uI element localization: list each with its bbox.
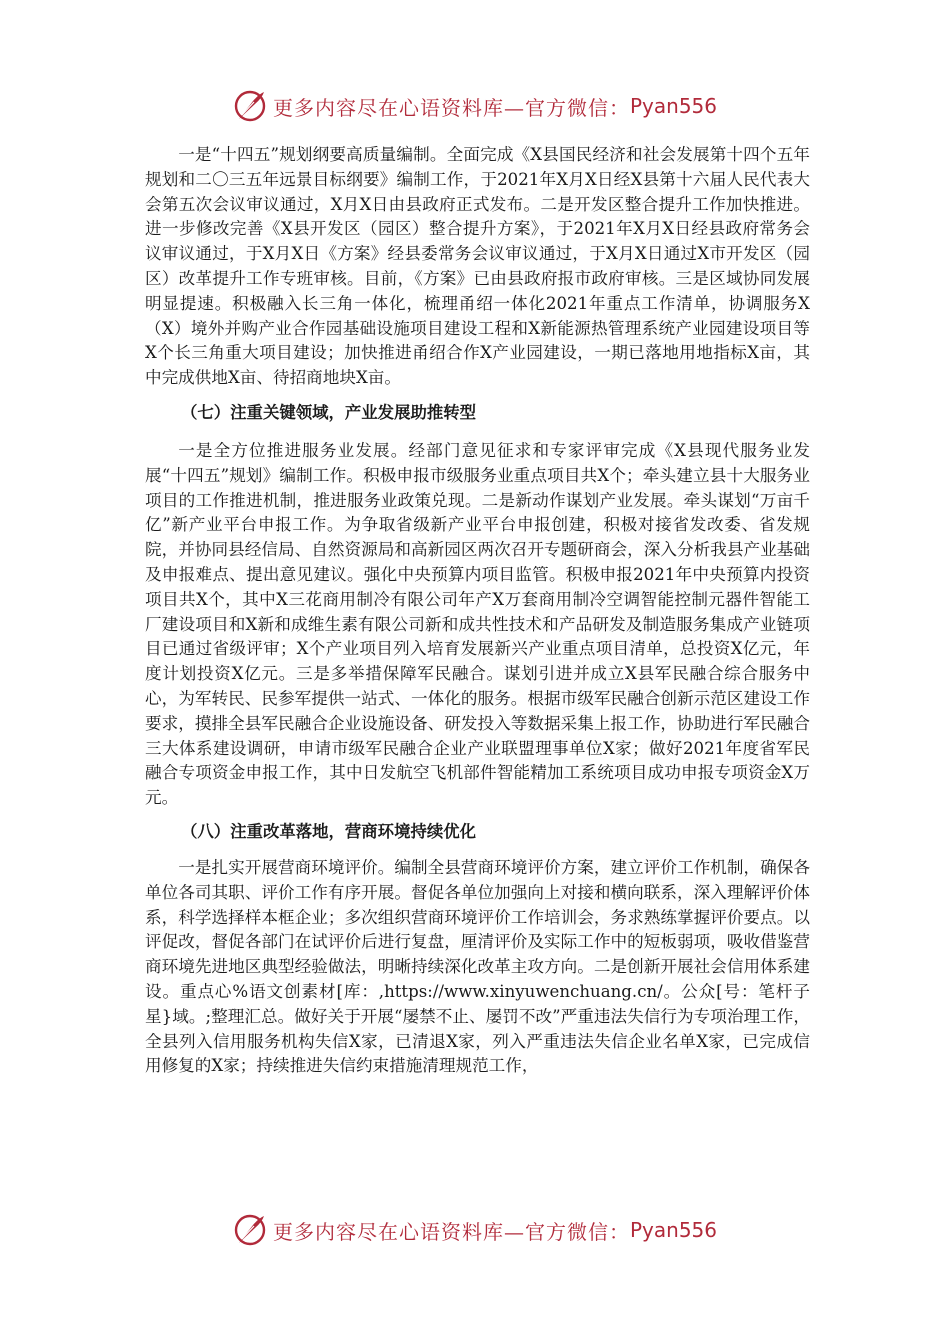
footer-banner — [0, 1210, 950, 1250]
section-heading-7: （七）注重关键领域，产业发展助推转型 — [181, 402, 477, 422]
document-body — [145, 143, 810, 1079]
banner-wechat-handle: Pyan556 — [629, 1218, 717, 1242]
header-banner — [0, 86, 950, 126]
quill-pen-logo-icon — [233, 89, 267, 123]
banner-brand-text: 更多内容尽在心语资料库—官方微信： — [272, 95, 630, 120]
paragraph-planning: 一是“十四五”规划纲要高质量编制。全面完成《X县国民经济和社会发展第十四个五年规划和二〇三五年远景目标纲要》编制工作，于2021年X月X日经X县第十六届人民代表大会第五次会议审议通过，X月X日由县政府正式发布。二是开发区整合提升工作加快推进。进一步修改完善《X县开发区（园区）整合提升方案》，于2021年X月X日经县政府常务会议审议通过，于X月X日《方案》经县委常务会议审议通过，于X月X日通过X市开发区（园区）改革提升工作专班审核。目前，《方案》已由县政府报市政府审核。三是区域协同发展明显提速。积极融入长三角一体化，梳理甬绍一体化2021年重点工作清单，协调服务X（X）境外并购产业合作园基础设施项目建设工程和X新能源热管理系统产业园建设项目等X个长三角重大项目建设；加快推进甬绍合作X产业园建设，一期已落地用地指标X亩，其中完成供地X亩、待招商地块X亩。 — [145, 145, 810, 388]
quill-pen-logo-icon — [233, 1213, 267, 1247]
section-heading-8: （八）注重改革落地，营商环境持续优化 — [181, 821, 477, 841]
paragraph-business-environment: 一是扎实开展营商环境评价。编制全县营商环境评价方案，建立评价工作机制，确保各单位各司其职、评价工作有序开展。督促各单位加强向上对接和横向联系，深入理解评价体系，科学选择样本框企业；多次组织营商环境评价工作培训会，务求熟练掌握评价要点。以评促改，督促各部门在试评价后进行复盘，厘清评价及实际工作中的短板弱项，吸收借鉴营商环境先进地区典型经验做法，明晰持续深化改革主攻方向。二是创新开展社会信用体系建设。重点心%语文创素材[库：,https://www.xinyuwenchuang.cn/。公众[号：笔杆子星}域。;整理汇总。做好关于开展“屡禁不止、屡罚不改”严重违法失信行为专项治理工作，全县列入信用服务机构失信X家，已清退X家，列入严重违法失信企业名单X家，已完成信用修复的X家；持续推进失信约束措施清理规范工作， — [145, 857, 810, 1076]
banner-brand-text: 更多内容尽在心语资料库—官方微信： — [272, 1219, 630, 1244]
paragraph-industry: 一是全方位推进服务业发展。经部门意见征求和专家评审完成《X县现代服务业发展“十四五”规划》编制工作。积极申报市级服务业重点项目共X个；牵头建立县十大服务业项目的工作推进机制，推进服务业政策兑现。二是新动作谋划产业发展。牵头谋划“万亩千亿”新产业平台申报工作。为争取省级新产业平台申报创建，积极对接省发改委、省发规院，并协同县经信局、自然资源局和高新园区两次召开专题研商会，深入分析我县产业基础及申报难点、提出意见建议。强化中央预算内项目监管。积极申报2021年中央预算内投资项目共X个，其中X三花商用制冷有限公司年产X万套商用制冷空调智能控制元器件智能工厂建设项目和X新和成维生素有限公司新和成共性技术和产品研发及制造服务集成产业链项目已通过省级评审；X个产业项目列入培育发展新兴产业重点项目清单，总投资X亿元，年度计划投资X亿元。三是多举措保障军民融合。谋划引进并成立X县军民融合综合服务中心，为军转民、民参军提供一站式、一体化的服务。根据市级军民融合创新示范区建设工作要求，摸排全县军民融合企业设施设备、研发投入等数据采集上报工作，协助进行军民融合三大体系建设调研，申请市级军民融合企业产业联盟理事单位X家；做好2021年度省军民融合专项资金申报工作，其中日发航空飞机部件智能精加工系统项目成功申报专项资金X万元。 — [145, 440, 810, 808]
banner-wechat-handle: Pyan556 — [629, 94, 717, 118]
